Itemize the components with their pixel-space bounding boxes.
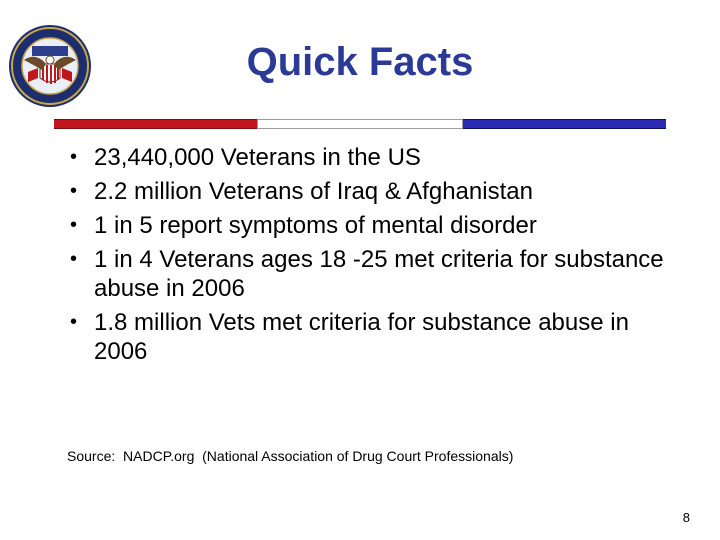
bullet-text: 2.2 million Veterans of Iraq & Afghanistan xyxy=(94,178,533,205)
bullet-dot-icon: • xyxy=(70,311,78,333)
tricolor-divider xyxy=(54,119,666,129)
page-number: 8 xyxy=(682,510,690,525)
bullet-text: 1.8 million Vets met criteria for substance abuse in 2006 xyxy=(94,309,629,365)
bullet-item xyxy=(70,245,680,303)
divider-white-segment xyxy=(257,119,462,129)
source-note: Source: NADCP.org (National Association of Drug Court Professionals) xyxy=(67,448,514,464)
bullet-dot-icon: • xyxy=(70,146,78,168)
bullet-dot-icon: • xyxy=(70,180,78,202)
bullet-item xyxy=(70,308,680,366)
bullet-item xyxy=(70,177,680,206)
slide-title: Quick Facts xyxy=(246,40,474,84)
bullet-item xyxy=(70,211,680,240)
bullet-dot-icon: • xyxy=(70,248,78,270)
bullet-text: 23,440,000 Veterans in the US xyxy=(94,144,421,171)
bullet-text: 1 in 4 Veterans ages 18 -25 met criteria for substance abuse in 2006 xyxy=(94,246,664,302)
bullet-item xyxy=(70,143,680,172)
bullet-list xyxy=(70,143,680,374)
bullet-dot-icon: • xyxy=(70,214,78,236)
divider-blue-segment xyxy=(463,119,666,129)
divider-red-segment xyxy=(54,119,257,129)
bullet-text: 1 in 5 report symptoms of mental disorder xyxy=(94,212,537,239)
